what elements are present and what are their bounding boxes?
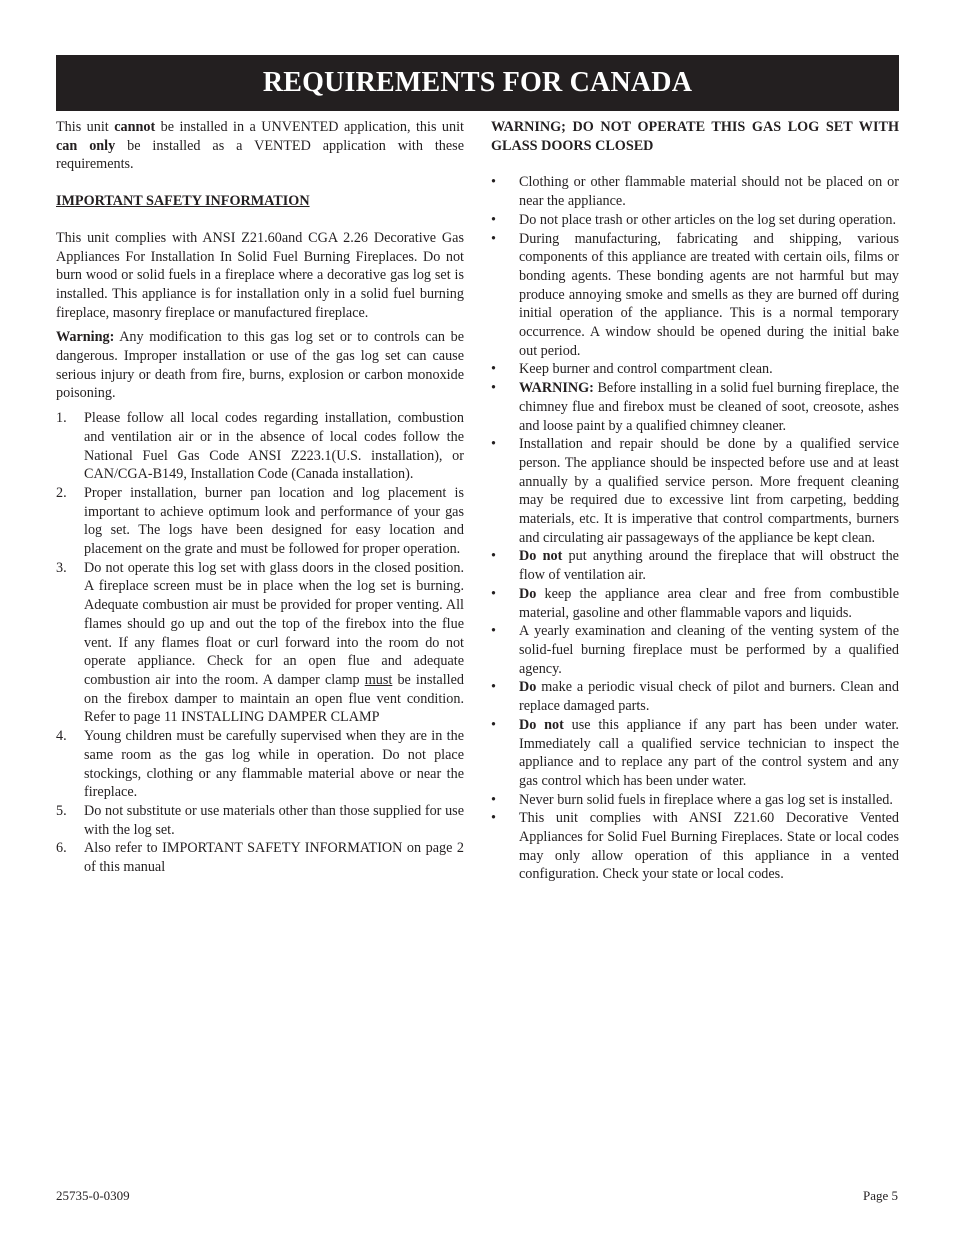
bullet-item (491, 622, 899, 678)
bullet-text: Clothing or other flammable material should not be placed on or near the appliance. (519, 174, 899, 210)
bullet-text: Never burn solid fuels in fireplace where a gas log set is installed. (519, 791, 893, 808)
bullet-item (491, 791, 899, 810)
bullet-text: make a periodic visual check of pilot and burners. Clean and replace damaged parts. (519, 679, 899, 715)
bullet-mark: • (491, 679, 496, 696)
intro-bold-cannot: cannot (114, 119, 156, 135)
warning-paragraph (56, 328, 464, 403)
item-number: 5. (56, 802, 67, 819)
list-item (56, 409, 464, 484)
bullet-item (491, 678, 899, 715)
intro-text-3: be installed as a VENTED application with these requirements. (56, 137, 464, 173)
bullet-item (491, 435, 899, 547)
bullet-mark: • (491, 810, 496, 827)
bullet-mark: • (491, 380, 496, 397)
bullet-mark: • (491, 548, 496, 565)
bullet-mark: • (491, 436, 496, 453)
bullet-item (491, 547, 899, 584)
bullet-text: This unit complies with ANSI Z21.60 Decorative Vented Appliances for Solid Fuel Burning Fireplaces. State or local codes may only allow operation of this appliance in a vented configuration. Check your state or local codes. (519, 810, 899, 883)
bullet-mark: • (491, 361, 496, 378)
item-text: Do not operate this log set with glass doors in the closed position. A fireplace screen must be in place when the log set is burning. Adequate combustion air must be provided for proper venting. All flames should go up and out the top of the firebox into the flue vent. If any flames float or curl forward into the room do not operate appliance. Check for an open flue and adequate combustion air into the room. A damper clamp (84, 559, 464, 688)
bullet-text: Before installing in a solid fuel burning fireplace, the chimney flue and firebox must be cleaned of soot, creosote, ashes and loose paint by a qualified chimney cleaner. (519, 380, 899, 434)
list-item (56, 727, 464, 802)
bullet-item (491, 211, 899, 230)
item-text: Proper installation, burner pan location and log placement is important to achieve optimum look and performance of your gas log set. The logs have been designed for easy location and placement on the grate and must be followed for proper operation. (84, 484, 464, 558)
page-number: Page 5 (862, 1188, 898, 1203)
bullet-item (491, 379, 899, 435)
numbered-list (56, 409, 464, 877)
item-text-underlined: must (364, 671, 393, 688)
bullet-bold-lead: Do not (519, 548, 563, 565)
item-text: Please follow all local codes regarding installation, combustion and ventilation air or in the absence of local codes follow the National Fuel Gas Code ANSI Z223.1(U.S. installation), or CAN/CGA-B149, Installation Code (Canada installation). (84, 410, 464, 483)
bullet-item (491, 809, 899, 884)
item-text: Young children must be carefully supervised when they are in the same room as the gas log while in operation. Do not place stockings, clothing or any flammable material above or near the fireplace. (84, 728, 464, 801)
bullet-text: Installation and repair should be done by a qualified service person. The appliance should be inspected before use and at least annually by a qualified service person. More frequent cleaning may be required due to excessive lint from carpeting, bedding materials, etc. It is imperative that control compartments, burners and circulating air passageways of the appliance be kept clean. (519, 436, 899, 546)
right-column (491, 118, 899, 884)
item-number: 6. (56, 840, 67, 857)
bullet-text: use this appliance if any part has been under water. Immediately call a qualified service technician to inspect the appliance and to replace any part of the control system and any gas control which has been under water. (519, 716, 899, 789)
bullet-bold-lead: Do (519, 585, 537, 602)
doc-number: 25735-0-0309 (56, 1188, 130, 1203)
compliance-paragraph: This unit complies with ANSI Z21.60and CGA 2.26 Decorative Gas Appliances For Installation In Solid Fuel Burning Fireplaces. Do not burn wood or solid fuels in a fireplace where a decorative gas log set is installed. This appliance is for installation only in a solid fuel burning fireplace, masonry fireplace or manufactured fireplace. (56, 229, 464, 321)
bullet-mark: • (491, 716, 496, 733)
bullet-mark: • (491, 585, 496, 602)
item-text: Do not substitute or use materials other than those supplied for use with the log set. (84, 802, 464, 838)
intro-text-1: This unit (56, 119, 115, 135)
bullet-text: Keep burner and control compartment clean. (519, 361, 773, 378)
bullet-text: keep the appliance area clear and free from combustible material, gasoline and other flammable vapors and liquids. (519, 585, 899, 621)
intro-paragraph (56, 118, 464, 174)
warning-text: Any modification to this gas log set or to controls can be dangerous. Improper installation or use of the gas log set can cause serious injury or death from fire, burns, explosion or carbon monoxide poisoning. (56, 329, 464, 402)
list-item (56, 559, 464, 727)
bullet-text: A yearly examination and cleaning of the venting system of the solid-fuel burning fireplace must be performed by a qualified agency. (519, 623, 899, 677)
bullet-mark: • (491, 623, 496, 640)
item-number: 4. (56, 728, 67, 745)
bullet-mark: • (491, 211, 496, 228)
bullet-list (491, 173, 899, 884)
bullet-item (491, 173, 899, 210)
list-item (56, 802, 464, 839)
glass-doors-warning-heading: WARNING; DO NOT OPERATE THIS GAS LOG SET WITH GLASS DOORS CLOSED (491, 119, 899, 154)
bullet-bold-lead: Do not (519, 716, 564, 733)
bullet-mark: • (491, 230, 496, 247)
safety-heading: IMPORTANT SAFETY INFORMATION (56, 193, 310, 210)
bullet-bold-lead: Do (519, 679, 537, 696)
bullet-item (491, 230, 899, 361)
bullet-mark: • (491, 174, 496, 191)
bullet-mark: • (491, 791, 496, 808)
left-column (56, 118, 464, 877)
intro-bold-can-only: can only (56, 137, 116, 154)
list-item (56, 484, 464, 559)
bullet-item (491, 360, 899, 379)
bullet-bold-lead: WARNING: (519, 380, 594, 397)
bullet-item (491, 585, 899, 622)
item-text: be installed on the firebox damper to maintain an open flue vent condition. Refer to page 11 INSTALLING DAMPER CLAMP (84, 671, 465, 726)
bullet-text: put anything around the fireplace that will obstruct the flow of ventilation air. (519, 548, 899, 584)
item-text: Also refer to IMPORTANT SAFETY INFORMATION on page 2 of this manual (84, 840, 464, 876)
page-title-banner (56, 55, 899, 111)
intro-text-2: be installed in a UNVENTED application, this unit (155, 119, 464, 135)
bullet-text: During manufacturing, fabricating and shipping, various components of this appliance are treated with certain oils, films or bonding agents. These bonding agents are not harmful but may produce annoying smoke and smells as they are burned off during initial operation of the appliance. This is a normal temporary occurrence. A window should be opened during the initial bake out period. (519, 230, 899, 359)
item-number: 3. (56, 559, 67, 576)
item-number: 1. (56, 410, 67, 427)
bullet-item (491, 716, 899, 791)
item-number: 2. (56, 484, 67, 501)
page-title: REQUIREMENTS FOR CANADA (262, 66, 693, 98)
bullet-text: Do not place trash or other articles on the log set during operation. (519, 211, 897, 228)
warning-label: Warning: (56, 329, 115, 346)
list-item (56, 839, 464, 876)
